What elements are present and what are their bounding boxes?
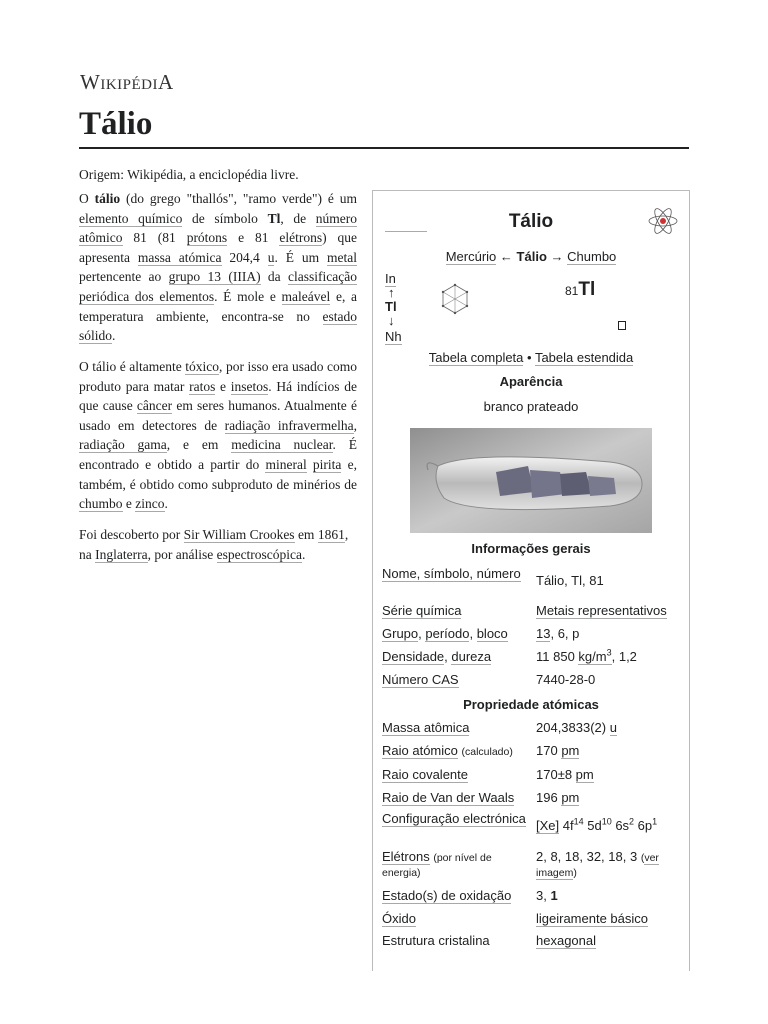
row-label: Raio atómico (calculado) — [382, 743, 513, 758]
section-appearance: Aparência — [499, 374, 563, 389]
nav-previous-element[interactable]: Mercúrio — [445, 249, 497, 264]
row-label: Grupo, período, bloco — [382, 626, 508, 641]
row-label: Massa atômica — [382, 720, 470, 735]
nav-next-element[interactable]: Chumbo — [567, 249, 617, 264]
nav-arrow-left: ← — [499, 249, 513, 264]
row-value: 2, 8, 18, 32, 18, 3 (ver imagem) — [536, 849, 659, 879]
table-links — [373, 350, 689, 365]
atomic-number: 81 — [565, 284, 579, 298]
wikipedia-wordmark[interactable]: WIKIPÉDIA — [80, 70, 174, 94]
symbol-text: Tl — [578, 279, 596, 300]
table-separator: • — [523, 350, 535, 365]
crystal-structure-icon — [439, 281, 471, 317]
toxicity-paragraph: O tálio é altamente tóxico, por isso era usado como produto para matar ratos e insetos. Há indícios de que cause câncer em seres humanos. Atualmente é usado em detectores de radiação infravermelha, radiação gama, e em medicina nuclear. É encontrado e obtido a partir do mineral pirita e, também, é obtido como subproduto de minérios de chumbo e zinco. — [79, 359, 358, 512]
title-rule — [79, 147, 689, 149]
row-value: 11 850 $kg/m^3$, 1,2 — [536, 647, 637, 664]
row-label: Estado(s) de oxidação — [382, 888, 512, 903]
appearance-value: branco prateado — [483, 399, 579, 414]
row-value: 3, 1 — [536, 888, 558, 903]
row-label: Nome, símbolo, número — [382, 566, 521, 581]
row-value: ligeiramente básico — [536, 911, 649, 926]
page-subtitle: Origem: Wikipédia, a enciclopédia livre. — [79, 167, 299, 182]
infobox-title: Tálio — [508, 211, 554, 232]
row-value: 196 pm — [536, 790, 580, 805]
row-value: hexagonal — [536, 933, 596, 948]
discovery-paragraph: Foi descoberto por Sir William Crookes em 1861, na Inglaterra, por análise espectroscópica. — [79, 527, 349, 562]
period-down-element[interactable]: Nh — [385, 329, 402, 344]
row-label: Configuração electrónica — [382, 811, 526, 826]
element-infobox — [372, 190, 690, 971]
row-label: Raio covalente — [382, 767, 468, 782]
section-general: Informações gerais — [471, 541, 591, 556]
period-up-element[interactable]: In — [385, 271, 396, 286]
row-value: Tálio, Tl, 81 — [536, 573, 604, 588]
page-title: Tálio — [79, 106, 153, 142]
arrow-down: ↓ — [388, 313, 395, 328]
row-value: 13, 6, p — [536, 626, 580, 641]
extended-table-link[interactable]: Tabela estendida — [534, 350, 634, 365]
row-label: Densidade, dureza — [382, 649, 492, 664]
element-symbol — [565, 279, 595, 301]
row-label: Estrutura cristalina — [382, 933, 490, 948]
row-value: 170±8 pm — [536, 767, 594, 782]
row-value: 204,3833(2) u — [536, 720, 617, 735]
full-table-link[interactable]: Tabela completa — [428, 350, 524, 365]
thallium-sample-image[interactable] — [410, 428, 652, 533]
row-label: Elétrons (por nível de energia) — [382, 849, 492, 879]
row-label: Raio de Van der Waals — [382, 790, 515, 805]
color-swatch-icon — [618, 321, 626, 330]
row-value: [Xe] $4f^{14}$ $5d^{10}$ $6s^2$ $6p^1$ — [536, 816, 658, 833]
nav-arrow-right: → — [550, 249, 564, 264]
element-navigation — [373, 249, 689, 264]
row-label: Número CAS — [382, 672, 459, 687]
row-label: Óxido — [382, 911, 416, 926]
row-value: 170 pm — [536, 743, 580, 758]
atom-icon — [647, 205, 679, 237]
nav-current-element: Tálio — [516, 249, 547, 264]
row-value: Metais representativos — [536, 603, 667, 618]
section-atomic: Propriedade atómicas — [463, 697, 599, 712]
row-label: Série química — [382, 603, 462, 618]
arrow-up: ↑ — [388, 285, 395, 300]
intro-paragraph: O tálio (do grego "thallós", "ramo verde") é um elemento químico de símbolo Tl, de número atômico 81 (81 prótons e 81 elétrons) que apresenta massa atómica 204,4 u. É um metal pertencente ao grupo 13 (IIIA) da classificação periódica dos elementos. É mole e maleável e, a temperatura ambiente, encontra-se no estado sólido. — [79, 191, 358, 344]
row-value: 7440-28-0 — [536, 672, 596, 687]
period-current-element: Tl — [385, 299, 397, 314]
